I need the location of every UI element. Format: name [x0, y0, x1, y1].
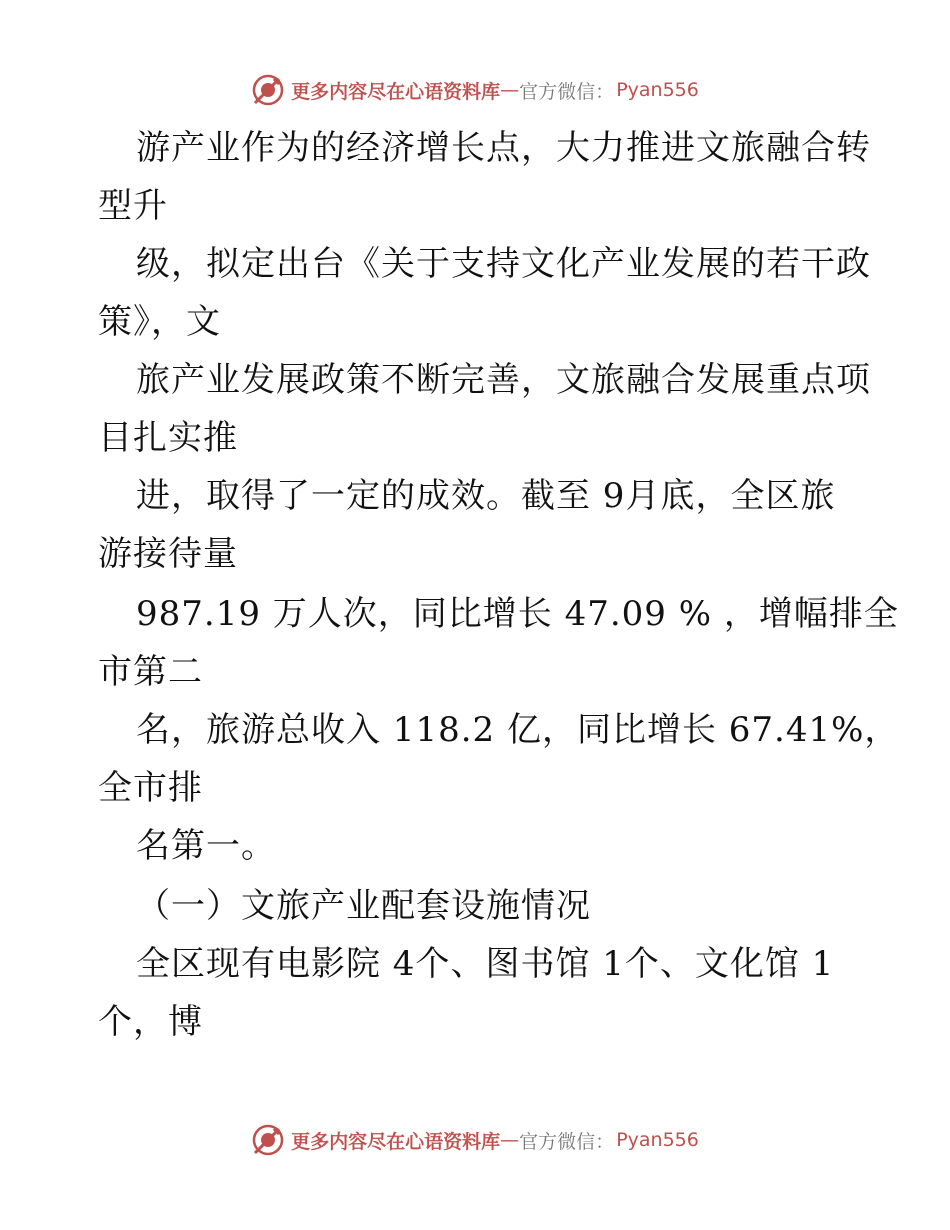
text-line: 游产业作为的经济增长点，大力推进文旅融合转	[136, 128, 871, 168]
section-heading: （一）文旅产业配套设施情况	[136, 886, 591, 926]
text-line: 名第一。	[136, 826, 276, 866]
text-line: 进，取得了一定的成效。截至 9月底，全区旅	[136, 476, 836, 516]
text-line: 全区现有电影院 4个、图书馆 1个、文化馆 1	[136, 944, 835, 984]
logo-icon	[251, 73, 285, 107]
text-line: 型升	[98, 186, 168, 226]
watermark-wechat-id: Pyan556	[616, 79, 699, 101]
watermark-official-label: 官方微信：	[519, 1130, 615, 1153]
header-watermark	[0, 70, 950, 110]
text-line: 987.19 万人次，同比增长 47.09 % ，增幅排全	[136, 594, 899, 634]
watermark-official-label: 官方微信：	[519, 80, 615, 103]
text-line: 目扎实推	[98, 418, 238, 458]
watermark-main-text: 更多内容尽在心语资料库	[291, 1130, 501, 1153]
text-line: 级，拟定出台《关于支持文化产业发展的若干政	[136, 244, 871, 284]
text-line: 策》，文	[98, 302, 221, 342]
text-line: 游接待量	[98, 534, 238, 574]
watermark-main-text: 更多内容尽在心语资料库	[291, 80, 501, 103]
watermark-wechat-id: Pyan556	[616, 1129, 699, 1151]
text-line: 全市排	[98, 768, 203, 808]
text-line: 市第二	[98, 652, 203, 692]
watermark-dash: —	[500, 1129, 520, 1151]
text-line: 个，博	[98, 1002, 203, 1042]
text-line: 旅产业发展政策不断完善，文旅融合发展重点项	[136, 360, 871, 400]
footer-watermark	[0, 1120, 950, 1160]
watermark-dash: —	[500, 79, 520, 101]
logo-icon	[251, 1123, 285, 1157]
text-line: 名，旅游总收入 118.2 亿，同比增长 67.41%，	[136, 710, 900, 750]
